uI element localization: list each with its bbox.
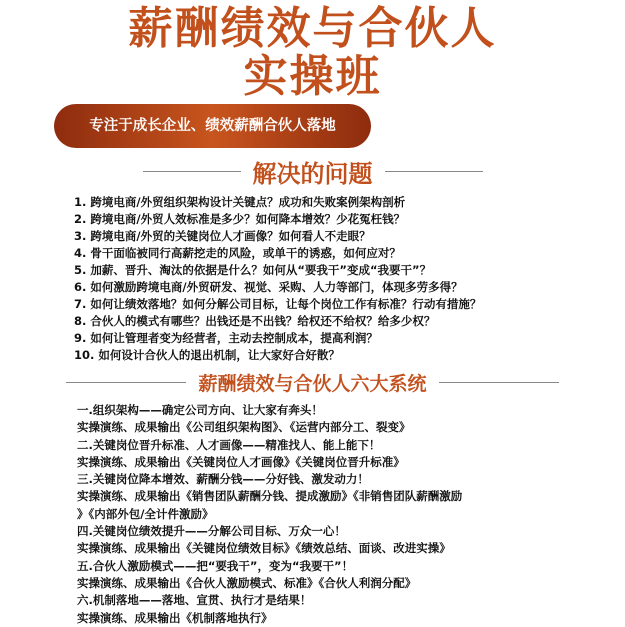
heading-rule-left: [143, 171, 241, 172]
heading-rule-right: [439, 382, 559, 383]
page-title-line-2: 实操班: [243, 51, 382, 102]
system-line: 三.关键岗位降本增效、薪酬分钱——分好钱、激发动力！: [77, 472, 369, 487]
list-item: 6. 如何激励跨境电商/外贸研发、视觉、采购、人力等部门，体现多劳多得？: [74, 280, 463, 294]
tagline-banner: 专注于成长企业、绩效薪酬合伙人落地: [54, 104, 371, 148]
system-line: 》《内部外包/全计件激励》: [77, 506, 214, 521]
list-item: 2. 跨境电商/外贸人效标准是多少？如何降本增效？少花冤枉钱？: [74, 212, 406, 226]
list-item: 3. 跨境电商/外贸的关键岗位人才画像？如何看人不走眼？: [74, 229, 371, 243]
list-item: 4. 骨干面临被同行高薪挖走的风险，或单干的诱惑，如何应对？: [74, 246, 401, 260]
heading-rule-right: [385, 171, 483, 172]
system-line: 实操演练、成果输出《合伙人激励模式、标准》《合伙人利润分配》: [77, 575, 417, 590]
system-line: 实操演练、成果输出《销售团队薪酬分钱、提成激励》《非销售团队薪酬激励: [77, 489, 463, 504]
systems-list: [77, 402, 617, 627]
systems-heading-label: 薪酬绩效与合伙人六大系统: [198, 372, 427, 395]
list-item: 5. 加薪、晋升、淘汰的依据是什么？如何从“要我干”变成“我要干”？: [74, 263, 432, 277]
system-line: 实操演练、成果输出《机制落地执行》: [77, 610, 273, 625]
list-item: 8. 合伙人的模式有哪些？出钱还是不出钱？给权还不给权？给多少权？: [74, 314, 436, 328]
system-line: 四.关键岗位绩效提升——分解公司目标、万众一心！: [77, 524, 346, 539]
list-item: 1. 跨境电商/外贸组织架构设计关键点？成功和失败案例架构剖析: [74, 195, 406, 209]
system-line: 实操演练、成果输出《公司组织架构图》、《运营内部分工、裂变》: [77, 420, 411, 435]
problems-heading-label: 解决的问题: [252, 159, 373, 188]
heading-rule-left: [66, 382, 186, 383]
list-item: 7. 如何让绩效落地？如何分解公司目标，让每个岗位工作有标准？行动有措施？: [74, 297, 482, 311]
system-line: 实操演练、成果输出《关键岗位人才画像》《关键岗位晋升标准》: [77, 454, 405, 469]
system-line: 六.机制落地——落地、宣贯、执行才是结果！: [77, 593, 312, 608]
system-line: 实操演练、成果输出《关键岗位绩效目标》《绩效总结、面谈、改进实操》: [77, 541, 451, 556]
system-line: 五.合伙人激励模式——把“要我干”，变为“我要干”！: [77, 558, 354, 573]
list-item: 10. 如何设计合伙人的退出机制，让大家好合好散？: [74, 348, 340, 362]
system-line: 二.关键岗位晋升标准、人才画像——精准找人、能上能下！: [77, 437, 381, 452]
problems-list: [74, 194, 614, 364]
page-title-line-1: 薪酬绩效与合伙人: [128, 3, 497, 54]
systems-section-heading: [0, 366, 625, 398]
problems-section-heading: [0, 154, 625, 188]
list-item: 9. 如何让管理者变为经营者，主动去控制成本，提高利润？: [74, 331, 378, 345]
system-line: 一.组织架构——确定公司方向、让大家有奔头！: [77, 403, 323, 417]
